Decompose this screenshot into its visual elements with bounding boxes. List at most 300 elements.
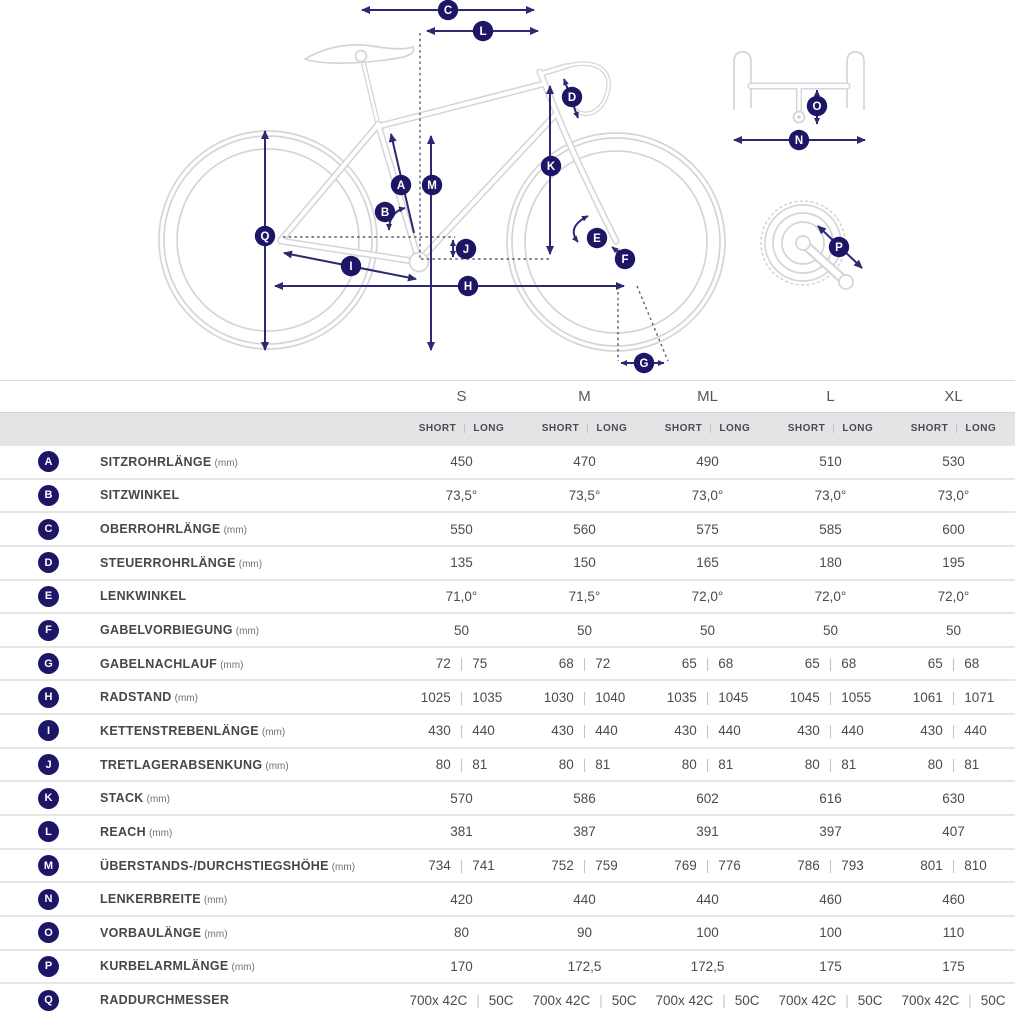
badge-letter: N bbox=[794, 135, 804, 147]
value-cell-C-M bbox=[523, 522, 646, 537]
row-badge-B: B bbox=[38, 485, 59, 506]
value-cell-B-M bbox=[523, 488, 646, 503]
row-badge-I: I bbox=[38, 720, 59, 741]
value-separator: | bbox=[459, 689, 464, 705]
row-badge-J: J bbox=[38, 754, 59, 775]
value-cell-C-S bbox=[400, 522, 523, 537]
ref-line-steering-axis bbox=[637, 286, 668, 361]
diagram-badge-Q bbox=[255, 226, 275, 246]
row-unit: (mm) bbox=[223, 525, 247, 537]
value-cell-E-S bbox=[400, 589, 523, 604]
value-short: 1061 bbox=[912, 689, 943, 705]
value-cell-M-ML bbox=[646, 858, 769, 873]
bike-geometry-diagram bbox=[0, 0, 1015, 380]
value-separator: | bbox=[951, 689, 956, 705]
row-header-N bbox=[0, 889, 400, 910]
badge-letter: A bbox=[396, 180, 406, 192]
value-cell-G-M bbox=[523, 656, 646, 671]
geometry-row-L bbox=[0, 814, 1015, 848]
value-cell-B-XL bbox=[892, 488, 1015, 503]
value: 150 bbox=[573, 555, 596, 571]
value-long: 1045 bbox=[718, 689, 749, 705]
value-short: 1030 bbox=[543, 689, 574, 705]
value: 460 bbox=[942, 891, 965, 907]
variant-label-short: SHORT bbox=[664, 423, 703, 434]
variant-label-short: SHORT bbox=[541, 423, 580, 434]
variant-header-S bbox=[400, 423, 523, 434]
value: 510 bbox=[819, 454, 842, 470]
value-separator: | bbox=[459, 723, 464, 739]
value-separator: | bbox=[476, 992, 480, 1008]
value-separator: | bbox=[951, 723, 956, 739]
value-cell-J-S bbox=[400, 757, 523, 772]
row-label-L: REACH (mm) bbox=[100, 824, 173, 839]
value: 387 bbox=[573, 824, 596, 840]
row-badge-M: M bbox=[38, 855, 59, 876]
geometry-row-G bbox=[0, 646, 1015, 680]
value-long: 50C bbox=[611, 992, 637, 1008]
value-cell-N-XL bbox=[892, 892, 1015, 907]
value-long: 793 bbox=[841, 858, 864, 873]
value-cell-E-L bbox=[769, 589, 892, 604]
value-cell-B-S bbox=[400, 488, 523, 503]
value: 570 bbox=[450, 790, 473, 806]
value-cell-K-L bbox=[769, 791, 892, 806]
variant-label-long: LONG bbox=[719, 423, 751, 434]
value: 100 bbox=[819, 925, 842, 941]
badge-letter: Q bbox=[260, 231, 270, 243]
badge-letter: P bbox=[835, 242, 843, 254]
value: 50 bbox=[576, 622, 593, 638]
value-cell-N-L bbox=[769, 892, 892, 907]
value: 50 bbox=[945, 622, 962, 638]
value-cell-Q-M bbox=[523, 993, 646, 1008]
value-cell-A-S bbox=[400, 454, 523, 469]
value-long: 1071 bbox=[964, 689, 995, 705]
value-cell-K-ML bbox=[646, 791, 769, 806]
value: 73,5° bbox=[445, 487, 478, 503]
value-short: 734 bbox=[428, 858, 451, 873]
value-long: 440 bbox=[595, 723, 618, 739]
variant-label-long: LONG bbox=[965, 423, 997, 434]
value-cell-B-L bbox=[769, 488, 892, 503]
value: 391 bbox=[696, 824, 719, 840]
value-cell-L-M bbox=[523, 824, 646, 839]
row-badge-G: G bbox=[38, 653, 59, 674]
diagram-badge-C bbox=[438, 0, 458, 20]
value: 165 bbox=[696, 555, 719, 571]
value-cell-H-S bbox=[400, 690, 523, 705]
variant-header-row bbox=[0, 412, 1015, 444]
value-cell-J-M bbox=[523, 757, 646, 772]
row-badge-C: C bbox=[38, 519, 59, 540]
value: 440 bbox=[696, 891, 719, 907]
diagram-badge-P bbox=[829, 237, 849, 257]
value: 50 bbox=[822, 622, 839, 638]
value-short: 80 bbox=[435, 757, 451, 773]
value: 440 bbox=[573, 891, 596, 907]
value-cell-B-ML bbox=[646, 488, 769, 503]
value-cell-J-ML bbox=[646, 757, 769, 772]
variant-label-short: SHORT bbox=[418, 423, 457, 434]
diagram-badge-I bbox=[341, 256, 361, 276]
value-cell-H-XL bbox=[892, 690, 1015, 705]
value-long: 440 bbox=[718, 723, 741, 739]
value-long: 1040 bbox=[595, 689, 626, 705]
value-cell-E-M bbox=[523, 589, 646, 604]
geometry-row-O bbox=[0, 915, 1015, 949]
variant-header-ML bbox=[646, 423, 769, 434]
value-cell-L-XL bbox=[892, 824, 1015, 839]
value-long: 75 bbox=[472, 656, 488, 672]
value-cell-M-L bbox=[769, 858, 892, 873]
value-cell-M-XL bbox=[892, 858, 1015, 873]
bike-frame-core bbox=[281, 57, 847, 281]
row-unit: (mm) bbox=[174, 693, 198, 705]
badge-letter: M bbox=[427, 180, 437, 192]
value-separator: | bbox=[705, 689, 710, 705]
value-cell-A-XL bbox=[892, 454, 1015, 469]
value: 73,0° bbox=[691, 487, 724, 503]
variant-label-long: LONG bbox=[596, 423, 628, 434]
value-cell-G-ML bbox=[646, 656, 769, 671]
value: 73,0° bbox=[937, 487, 970, 503]
geometry-row-A bbox=[0, 444, 1015, 478]
variant-label-short: SHORT bbox=[787, 423, 826, 434]
value: 80 bbox=[453, 925, 470, 941]
row-label-E: LENKWINKEL bbox=[100, 589, 187, 604]
value-cell-C-XL bbox=[892, 522, 1015, 537]
value-cell-J-L bbox=[769, 757, 892, 772]
value: 110 bbox=[942, 925, 965, 941]
row-unit: (mm) bbox=[220, 659, 244, 671]
value-long: 440 bbox=[472, 723, 495, 739]
diagram-badge-N bbox=[789, 130, 809, 150]
row-unit: (mm) bbox=[204, 928, 228, 940]
row-header-E bbox=[0, 586, 400, 607]
row-badge-H: H bbox=[38, 687, 59, 708]
value: 73,0° bbox=[814, 487, 847, 503]
value-cell-F-L bbox=[769, 623, 892, 638]
value-separator: | bbox=[582, 656, 587, 672]
value-cell-I-XL bbox=[892, 723, 1015, 738]
value-separator: | bbox=[828, 858, 833, 873]
value-cell-F-XL bbox=[892, 623, 1015, 638]
value-long: 440 bbox=[964, 723, 987, 739]
value: 175 bbox=[819, 958, 842, 974]
value-cell-M-S bbox=[400, 858, 523, 873]
value-cell-D-ML bbox=[646, 555, 769, 570]
value: 630 bbox=[942, 790, 965, 806]
value-cell-P-XL bbox=[892, 959, 1015, 974]
row-header-L bbox=[0, 821, 400, 842]
diagram-badge-F bbox=[615, 249, 635, 269]
value-short: 769 bbox=[674, 858, 697, 873]
value-separator: | bbox=[951, 656, 956, 672]
value-cell-O-XL bbox=[892, 925, 1015, 940]
bottom-bracket-icon bbox=[410, 253, 429, 272]
value-cell-Q-S bbox=[400, 993, 523, 1008]
value-short: 430 bbox=[920, 723, 943, 739]
row-label-H: RADSTAND (mm) bbox=[100, 690, 198, 705]
row-label-I: KETTENSTREBENLÄNGE (mm) bbox=[100, 723, 286, 738]
value-cell-D-S bbox=[400, 555, 523, 570]
value-long: 81 bbox=[718, 757, 734, 773]
value-long: 68 bbox=[718, 656, 734, 672]
value-cell-P-S bbox=[400, 959, 523, 974]
diagram-badge-O bbox=[807, 96, 827, 116]
row-unit: (mm) bbox=[146, 794, 170, 806]
badge-letter: H bbox=[463, 281, 473, 293]
row-label-D: STEUERROHRLÄNGE (mm) bbox=[100, 555, 263, 570]
geometry-row-Q bbox=[0, 982, 1015, 1015]
row-badge-N: N bbox=[38, 889, 59, 910]
row-badge-L: L bbox=[38, 821, 59, 842]
value-long: 81 bbox=[595, 757, 611, 773]
value: 530 bbox=[942, 454, 965, 470]
row-header-D bbox=[0, 552, 400, 573]
variant-separator: | bbox=[832, 423, 836, 434]
size-header-M: M bbox=[578, 388, 591, 405]
badge-letter: L bbox=[479, 26, 487, 38]
badge-letter: I bbox=[349, 261, 353, 273]
diagram-badge-E bbox=[587, 228, 607, 248]
value-cell-I-ML bbox=[646, 723, 769, 738]
row-unit: (mm) bbox=[331, 861, 356, 873]
value-cell-E-ML bbox=[646, 589, 769, 604]
row-label-A: SITZROHRLÄNGE (mm) bbox=[100, 454, 238, 469]
value: 460 bbox=[819, 891, 842, 907]
value-cell-O-ML bbox=[646, 925, 769, 940]
value-cell-O-S bbox=[400, 925, 523, 940]
value-long: 50C bbox=[488, 992, 514, 1008]
value: 72,0° bbox=[691, 588, 724, 604]
geometry-row-H bbox=[0, 679, 1015, 713]
value-cell-G-S bbox=[400, 656, 523, 671]
value: 50 bbox=[453, 622, 470, 638]
value-separator: | bbox=[828, 656, 833, 672]
value: 72,0° bbox=[814, 588, 847, 604]
badge-letter: C bbox=[443, 5, 453, 17]
row-unit: (mm) bbox=[203, 895, 228, 907]
value-cell-M-M bbox=[523, 858, 646, 873]
value-separator: | bbox=[968, 992, 972, 1008]
variant-label-short: SHORT bbox=[910, 423, 949, 434]
variant-label-long: LONG bbox=[473, 423, 505, 434]
value-cell-H-L bbox=[769, 690, 892, 705]
row-badge-E: E bbox=[38, 586, 59, 607]
value-cell-H-M bbox=[523, 690, 646, 705]
value: 550 bbox=[450, 521, 473, 537]
value-cell-G-XL bbox=[892, 656, 1015, 671]
diagram-badge-G bbox=[634, 353, 654, 373]
value-short: 801 bbox=[920, 858, 943, 873]
diagram-badge-D bbox=[562, 87, 582, 107]
value-separator: | bbox=[582, 757, 587, 773]
diagram-badge-K bbox=[541, 156, 561, 176]
value-separator: | bbox=[459, 757, 464, 773]
value-cell-Q-ML bbox=[646, 993, 769, 1008]
value-cell-P-L bbox=[769, 959, 892, 974]
geometry-row-N bbox=[0, 881, 1015, 915]
row-header-F bbox=[0, 620, 400, 641]
value-cell-A-L bbox=[769, 454, 892, 469]
geometry-row-K bbox=[0, 780, 1015, 814]
row-label-Q: RADDURCHMESSER bbox=[100, 993, 230, 1008]
value: 450 bbox=[450, 454, 473, 470]
row-unit: (mm) bbox=[231, 962, 255, 974]
badge-letter: G bbox=[639, 358, 649, 370]
value: 470 bbox=[573, 454, 596, 470]
value-cell-N-ML bbox=[646, 892, 769, 907]
value-short: 80 bbox=[927, 757, 943, 773]
value: 616 bbox=[819, 790, 842, 806]
value-separator: | bbox=[705, 858, 710, 873]
value-separator: | bbox=[582, 858, 587, 873]
value-short: 80 bbox=[681, 757, 697, 773]
value-cell-N-M bbox=[523, 892, 646, 907]
row-header-A bbox=[0, 451, 400, 472]
value-cell-O-L bbox=[769, 925, 892, 940]
value: 407 bbox=[942, 824, 965, 840]
value-long: 81 bbox=[841, 757, 857, 773]
value-short: 700x 42C bbox=[532, 992, 591, 1008]
badge-letter: D bbox=[567, 92, 577, 104]
value-cell-G-L bbox=[769, 656, 892, 671]
value-cell-E-XL bbox=[892, 589, 1015, 604]
value-short: 65 bbox=[804, 656, 820, 672]
value: 195 bbox=[942, 555, 965, 571]
value-long: 1035 bbox=[472, 689, 503, 705]
value-long: 81 bbox=[964, 757, 980, 773]
value-separator: | bbox=[459, 656, 464, 672]
value-short: 1035 bbox=[666, 689, 697, 705]
value: 575 bbox=[696, 521, 719, 537]
value-cell-N-S bbox=[400, 892, 523, 907]
value-cell-D-XL bbox=[892, 555, 1015, 570]
row-label-B: SITZWINKEL bbox=[100, 488, 180, 503]
row-header-Q bbox=[0, 990, 400, 1011]
dim-arrow-e bbox=[574, 216, 588, 242]
value-separator: | bbox=[705, 757, 710, 773]
row-unit: (mm) bbox=[214, 457, 238, 469]
value-long: 810 bbox=[964, 858, 987, 873]
value: 420 bbox=[450, 891, 473, 907]
variant-header-M bbox=[523, 423, 646, 434]
value: 71,0° bbox=[445, 588, 478, 604]
value-long: 776 bbox=[718, 858, 741, 873]
value-cell-A-ML bbox=[646, 454, 769, 469]
variant-separator: | bbox=[463, 423, 467, 434]
variant-separator: | bbox=[586, 423, 590, 434]
row-badge-P: P bbox=[38, 956, 59, 977]
value-cell-A-M bbox=[523, 454, 646, 469]
value-separator: | bbox=[828, 757, 833, 773]
variant-label-long: LONG bbox=[842, 423, 874, 434]
value-cell-C-ML bbox=[646, 522, 769, 537]
value: 381 bbox=[450, 824, 473, 840]
value-cell-F-ML bbox=[646, 623, 769, 638]
value-separator: | bbox=[828, 689, 833, 705]
geometry-row-D bbox=[0, 545, 1015, 579]
value-short: 700x 42C bbox=[901, 992, 960, 1008]
badge-letter: B bbox=[380, 207, 390, 219]
row-header-G bbox=[0, 653, 400, 674]
value: 585 bbox=[819, 521, 842, 537]
row-unit: (mm) bbox=[235, 626, 260, 638]
value-separator: | bbox=[828, 723, 833, 739]
row-label-P: KURBELARMLÄNGE (mm) bbox=[100, 959, 255, 974]
badge-letter: O bbox=[812, 101, 822, 113]
row-label-K: STACK (mm) bbox=[100, 791, 170, 806]
value-long: 50C bbox=[857, 992, 883, 1008]
value-long: 72 bbox=[595, 656, 611, 672]
value-cell-D-M bbox=[523, 555, 646, 570]
row-header-H bbox=[0, 687, 400, 708]
row-label-N: LENKERBREITE (mm) bbox=[100, 892, 228, 907]
diagram-badge-A bbox=[391, 175, 411, 195]
badge-letter: F bbox=[621, 254, 629, 266]
row-label-M: ÜBERSTANDS-/DURCHSTIEGSHÖHE (mm) bbox=[100, 858, 356, 873]
row-unit: (mm) bbox=[238, 558, 263, 570]
variant-separator: | bbox=[709, 423, 713, 434]
geometry-diagram-svg bbox=[0, 0, 1015, 380]
value-short: 1045 bbox=[789, 689, 820, 705]
diagram-badge-L bbox=[473, 21, 493, 41]
size-header-row bbox=[0, 380, 1015, 412]
value: 560 bbox=[573, 521, 596, 537]
value-cell-L-S bbox=[400, 824, 523, 839]
row-label-G: GABELNACHLAUF (mm) bbox=[100, 656, 244, 671]
row-label-O: VORBAULÄNGE (mm) bbox=[100, 925, 228, 940]
diagram-badge-M bbox=[422, 175, 442, 195]
size-header-ML: ML bbox=[697, 388, 718, 405]
bike-frame-icon bbox=[281, 57, 847, 281]
geometry-row-M bbox=[0, 848, 1015, 882]
value-short: 430 bbox=[551, 723, 574, 739]
row-unit: (mm) bbox=[148, 827, 173, 839]
value-cell-L-L bbox=[769, 824, 892, 839]
row-header-C bbox=[0, 519, 400, 540]
value-long: 50C bbox=[980, 992, 1006, 1008]
row-label-C: OBERROHRLÄNGE (mm) bbox=[100, 522, 247, 537]
value-short: 430 bbox=[674, 723, 697, 739]
stem-clamp-bolt-icon bbox=[797, 115, 800, 118]
value-long: 741 bbox=[472, 858, 495, 873]
badge-letter: J bbox=[462, 244, 470, 256]
value: 72,0° bbox=[937, 588, 970, 604]
value-cell-K-M bbox=[523, 791, 646, 806]
value-separator: | bbox=[705, 656, 710, 672]
value-short: 80 bbox=[558, 757, 574, 773]
row-header-I bbox=[0, 720, 400, 741]
value-separator: | bbox=[951, 757, 956, 773]
value-cell-Q-XL bbox=[892, 993, 1015, 1008]
value-short: 700x 42C bbox=[409, 992, 468, 1008]
value-short: 72 bbox=[435, 656, 451, 672]
value-short: 700x 42C bbox=[778, 992, 837, 1008]
value-separator: | bbox=[582, 723, 587, 739]
value-cell-P-M bbox=[523, 959, 646, 974]
variant-header-L bbox=[769, 423, 892, 434]
value-short: 1025 bbox=[420, 689, 451, 705]
value-cell-Q-L bbox=[769, 993, 892, 1008]
value-long: 68 bbox=[841, 656, 857, 672]
value-separator: | bbox=[951, 858, 956, 873]
value-long: 81 bbox=[472, 757, 488, 773]
geometry-row-C bbox=[0, 511, 1015, 545]
value-cell-K-XL bbox=[892, 791, 1015, 806]
